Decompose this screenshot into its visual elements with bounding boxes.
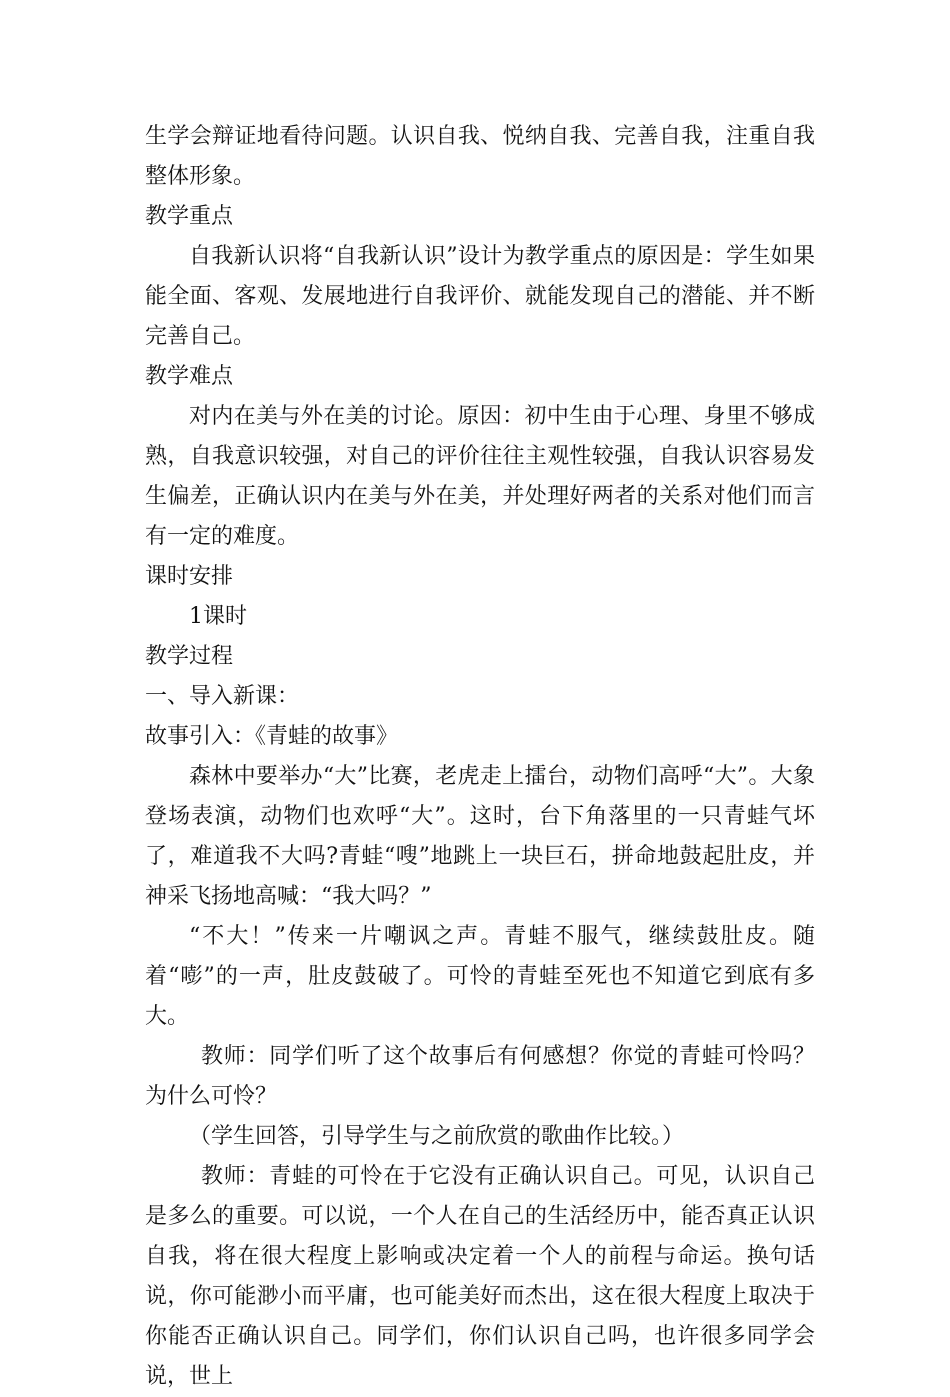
paragraph-story-part-1: 森林中要举办“大”比赛，老虎走上擂台，动物们高呼“大”。大象登场表演，动物们也欢呼“大”。这时，台下角落里的一只青蛙气坏了，难道我不大吗?青蛙“嗖”地跳上一块巨石，拼命地鼓起肚皮，并神采飞扬地高喊：“我大吗？” [145, 764, 815, 909]
heading-teaching-focus: 教学重点 [145, 204, 234, 229]
paragraph-teaching-difficulty: 对内在美与外在美的讨论。原因：初中生由于心理、身里不够成熟，自我意识较强，对自己的评价往往主观性较强，自我认识容易发生偏差，正确认识内在美与外在美，并处理好两者的关系对他们而言有一定的难度。 [145, 404, 815, 549]
heading-teaching-difficulty: 教学难点 [145, 364, 234, 389]
heading-story-intro: 故事引入：《青蛙的故事》 [145, 724, 399, 749]
document-body [145, 117, 815, 1397]
paragraph-teacher-explanation: 教师：青蛙的可怜在于它没有正确认识自己。可见，认识自己是多么的重要。可以说，一个人在自己的生活经历中，能否真正认识自我，将在很大程度上影响或决定着一个人的前程与命运。换句话说，你可能渺小而平庸，也可能美好而杰出，这在很大程度上取决于你能否正确认识自己。同学们，你们认识自己吗，也许很多同学会说，世上 [145, 1164, 815, 1389]
paragraph-schedule: 1课时 [189, 604, 247, 629]
heading-schedule: 课时安排 [145, 564, 234, 589]
paragraph-story-part-2: “不大！”传来一片嘲讽之声。青蛙不服气，继续鼓肚皮。随着“嘭”的一声，肚皮鼓破了。可怜的青蛙至死也不知道它到底有多大。 [145, 924, 815, 1029]
paragraph-teacher-question: 教师：同学们听了这个故事后有何感想？你觉的青蛙可怜吗？为什么可怜？ [145, 1044, 815, 1109]
paragraph-teaching-focus: 自我新认识将“自我新认识”设计为教学重点的原因是：学生如果能全面、客观、发展地进行自我评价、就能发现自己的潜能、并不断完善自己。 [145, 244, 815, 349]
heading-introduction: 一、导入新课： [145, 684, 300, 709]
heading-teaching-process: 教学过程 [145, 644, 234, 669]
paragraph-intro-continuation: 生学会辩证地看待问题。认识自我、悦纳自我、完善自我，注重自我整体形象。 [145, 124, 815, 189]
paragraph-student-answer: （学生回答，引导学生与之前欣赏的歌曲作比较。） [189, 1124, 685, 1149]
